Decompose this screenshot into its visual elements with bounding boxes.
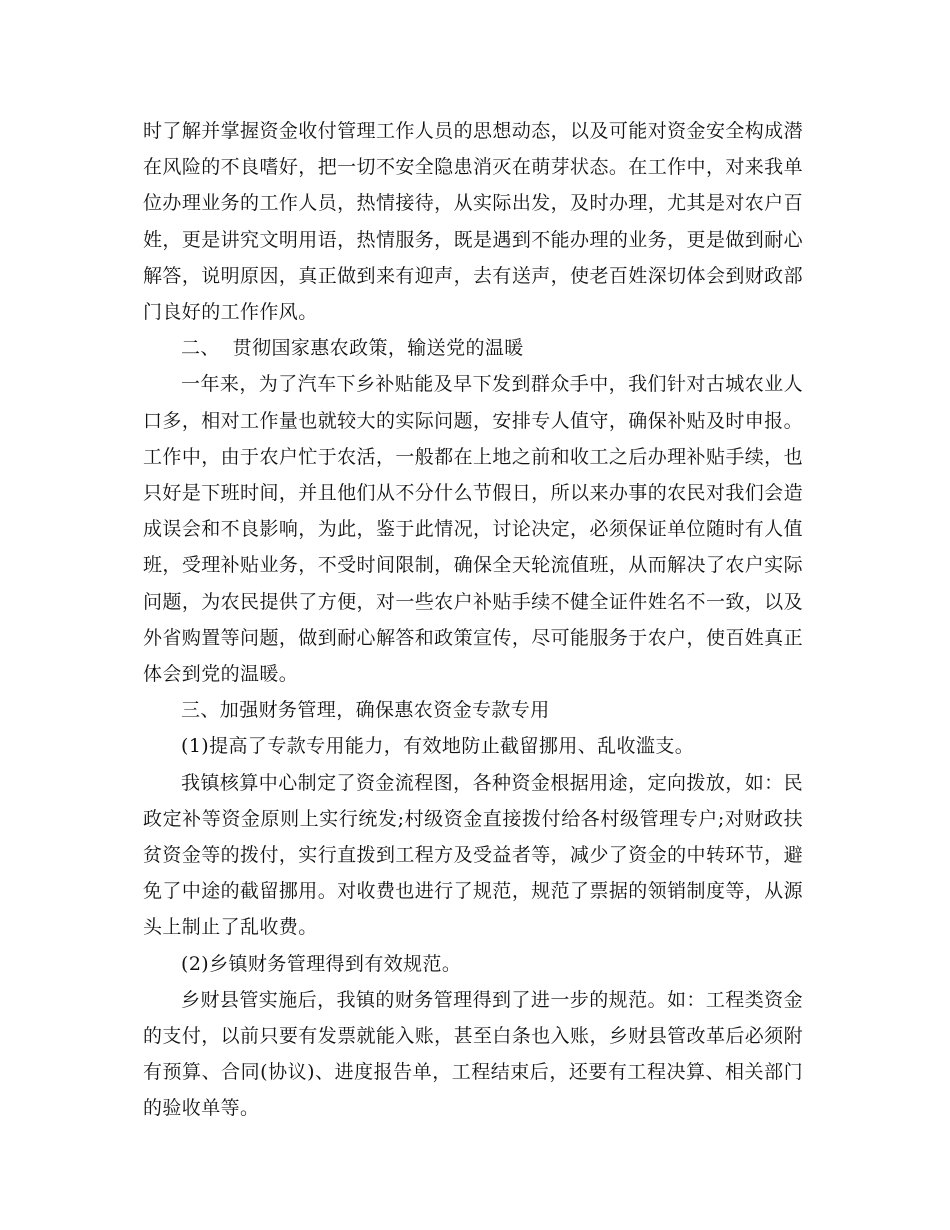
section-heading-2: 二、 贯彻国家惠农政策，输送党的温暖 bbox=[181, 337, 524, 360]
document-body bbox=[143, 113, 803, 1127]
paragraph-fund-flow: 我镇核算中心制定了资金流程图，各种资金根据用途，定向拨放，如：民政定补等资金原则上实行统发;村级资金直接拨付给各村级管理专户;对财政扶贫资金等的拨付，实行直拨到工程方及受益者等，减少了资金的中转环节，避免了中途的截留挪用。对收费也进行了规范，规范了票据的领销制度等，从源头上制止了乱收费。 bbox=[143, 771, 803, 939]
subheading-3-1: (1)提高了专款专用能力，有效地防止截留挪用、乱收滥支。 bbox=[181, 735, 695, 758]
paragraph-continuation: 时了解并掌握资金收付管理工作人员的思想动态，以及可能对资金安全构成潜在风险的不良嗜好，把一切不安全隐患消灭在萌芽状态。在工作中，对来我单位办理业务的工作人员，热情接待，从实际出发，及时办理，尤其是对农户百姓，更是讲究文明用语，热情服务，既是遇到不能办理的业务，更是做到耐心解答，说明原因，真正做到来有迎声，去有送声，使老百姓深切体会到财政部门良好的工作作风。 bbox=[143, 120, 803, 324]
paragraph-subsidy: 一年来，为了汽车下乡补贴能及早下发到群众手中，我们针对古城农业人口多，相对工作量也就较大的实际问题，安排专人值守，确保补贴及时申报。工作中，由于农户忙于农活，一般都在上地之前和收工之后办理补贴手续，也只好是下班时间，并且他们从不分什么节假日，所以来办事的农民对我们会造成误会和不良影响，为此，鉴于此情况，讨论决定，必须保证单位随时有人值班，受理补贴业务，不受时间限制，确保全天轮流值班，从而解决了农户实际问题，为农民提供了方便，对一些农户补贴手续不健全证件姓名不一致，以及外省购置等问题，做到耐心解答和政策宣传，尽可能服务于农户，使百姓真正体会到党的温暖。 bbox=[143, 373, 803, 686]
section-heading-3: 三、加强财务管理，确保惠农资金专款专用 bbox=[181, 699, 550, 722]
subheading-3-2: (2)乡镇财务管理得到有效规范。 bbox=[181, 952, 462, 975]
paragraph-finance-management: 乡财县管实施后，我镇的财务管理得到了进一步的规范。如：工程类资金的支付，以前只要有发票就能入账，甚至白条也入账，乡财县管改革后必须附有预算、合同(协议)、进度报告单，工程结束后，还要有工程决算、相关部门的验收单等。 bbox=[143, 988, 803, 1120]
